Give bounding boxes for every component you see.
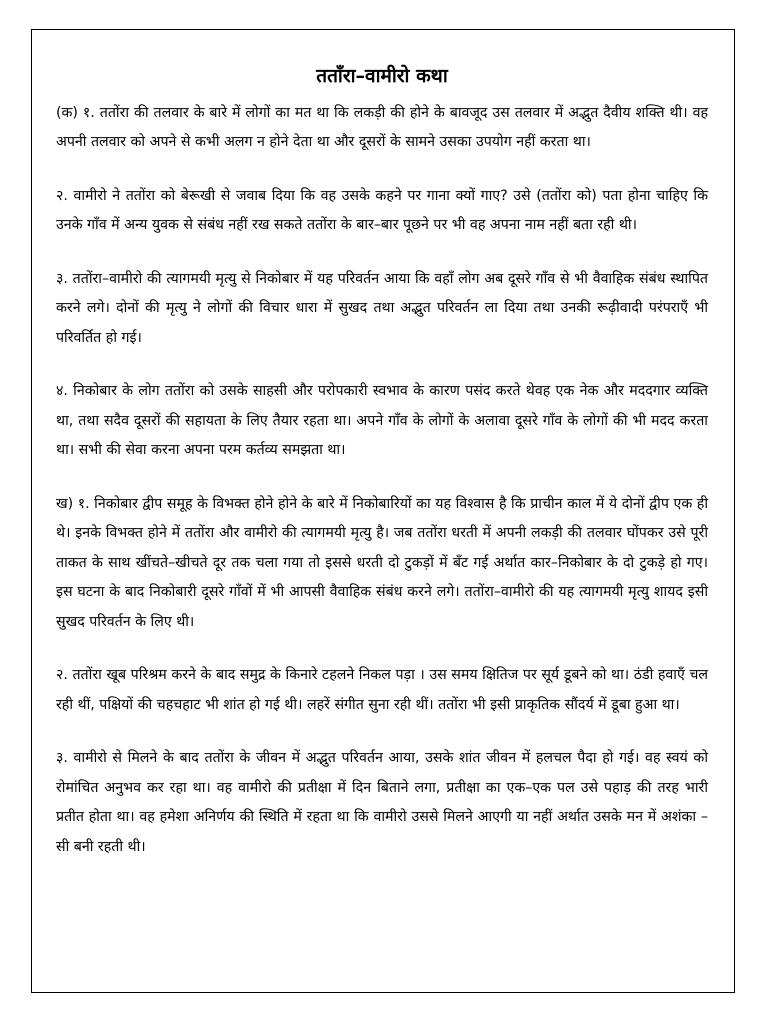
paragraph-ka-4: ४. निकोबार के लोग ततोंरा को उसके साहसी और परोपकारी स्वभाव के कारण पसंद करते थेवह एक नेक और मददगार व्यक्ति था, तथा सदैव दूसरों की सहायता के लिए तैयार रहता था। अपने गाँव के लोगों के अलावा दूसरे गाँव के लोगों की भी मदद करता था। सभी की सेवा करना अपना परम कर्तव्य समझता था। — [56, 383, 708, 459]
paragraph-ka-2: २. वामीरो ने ततोंरा को बेरूखी से जवाब दिया कि वह उसके कहने पर गाना क्यों गाए? उसे (ततोंरा को) पता होना चाहिए कि उनके गाँव में अन्य युवक से संबंध नहीं रख सकते ततोंरा के बार–बार पूछने पर भी वह अपना नाम नहीं बता रही थी। — [56, 187, 708, 234]
paragraph-ka-1: (क) १. ततोंरा की तलवार के बारे में लोगों का मत था कि लकड़ी की होने के बावजूद उस तलवार में अद्भुत दैवीय शक्ति थी। वह अपनी तलवार को अपने से कभी अलग न होने देता था और दूसरों के सामने उसका उपयोग नहीं करता था। — [56, 104, 708, 151]
paragraph-kha-2: २. ततोंरा खूब परिश्रम करने के बाद समुद्र के किनारे टहलने निकल पड़ा । उस समय क्षितिज पर सूर्य डूबने को था। ठंडी हवाएँ चल रही थीं, पक्षियों की चहचहाट भी शांत हो गई थी। लहरें संगीत सुना रही थीं। ततोंरा भी इसी प्राकृतिक सौंदर्य में डूबा हुआ था। — [56, 667, 708, 713]
paragraph-kha-1: ख) १. निकोबार द्वीप समूह के विभक्त होने होने के बारे में निकोबारियों का यह विश्वास है कि प्राचीन काल में ये दोनों द्वीप एक ही थे। इनके विभक्त होने में ततोंरा और वामीरो की त्यागमयी मृत्यु है। जब ततोंरा धरती में अपनी लकड़ी की तलवार घोंपकर उसे पूरी ताकत के साथ खींचते–खीचते दूर तक चला गया तो इससे धरती दो टुकड़ों में बँट गई अर्थात कार–निकोबार के दो टुकड़े हो गए। इस घटना के बाद निकोबारी दूसरे गाँवों में भी आपसी वैवाहिक संबंध करने लगे। ततोंरा–वामीरो की यह त्यागमयी मृत्यु शायद इसी सुखद परिवर्तन के लिए थी। — [56, 495, 708, 630]
page-title: तताँरा–वामीरो कथा — [316, 65, 448, 87]
page-frame — [31, 29, 735, 993]
paragraph-kha-3: ३. वामीरो से मिलने के बाद ततोंरा के जीवन में अद्भुत परिवर्तन आया, उसके शांत जीवन में हलचल पैदा हो गई। वह स्वयं को रोमांचित अनुभव कर रहा था। वह वामीरो की प्रतीक्षा में दिन बिताने लगा, प्रतीक्षा का एक–एक पल उसे पहाड़ की तरह भारी प्रतीत होता था। वह हमेशा अनिर्णय की स्थिति में रहता था कि वामीरो उससे मिलने आएगी या नहीं अर्थात उसके मन में अशंका –सी बनी रहती थी। — [56, 750, 708, 855]
paragraph-ka-3: ३. ततोंरा–वामीरो की त्यागमयी मृत्यु से निकोबार में यह परिवर्तन आया कि वहाँ लोग अब दूसरे गाँव से भी वैवाहिक संबंध स्थापित करने लगे। दोनों की मृत्यु ने लोगों की विचार धारा में सुखद तथा अद्भुत परिवर्तन ला दिया तथा उनकी रूढ़ीवादी परंपराएँ भी परिवर्तित हो गई। — [56, 270, 708, 346]
